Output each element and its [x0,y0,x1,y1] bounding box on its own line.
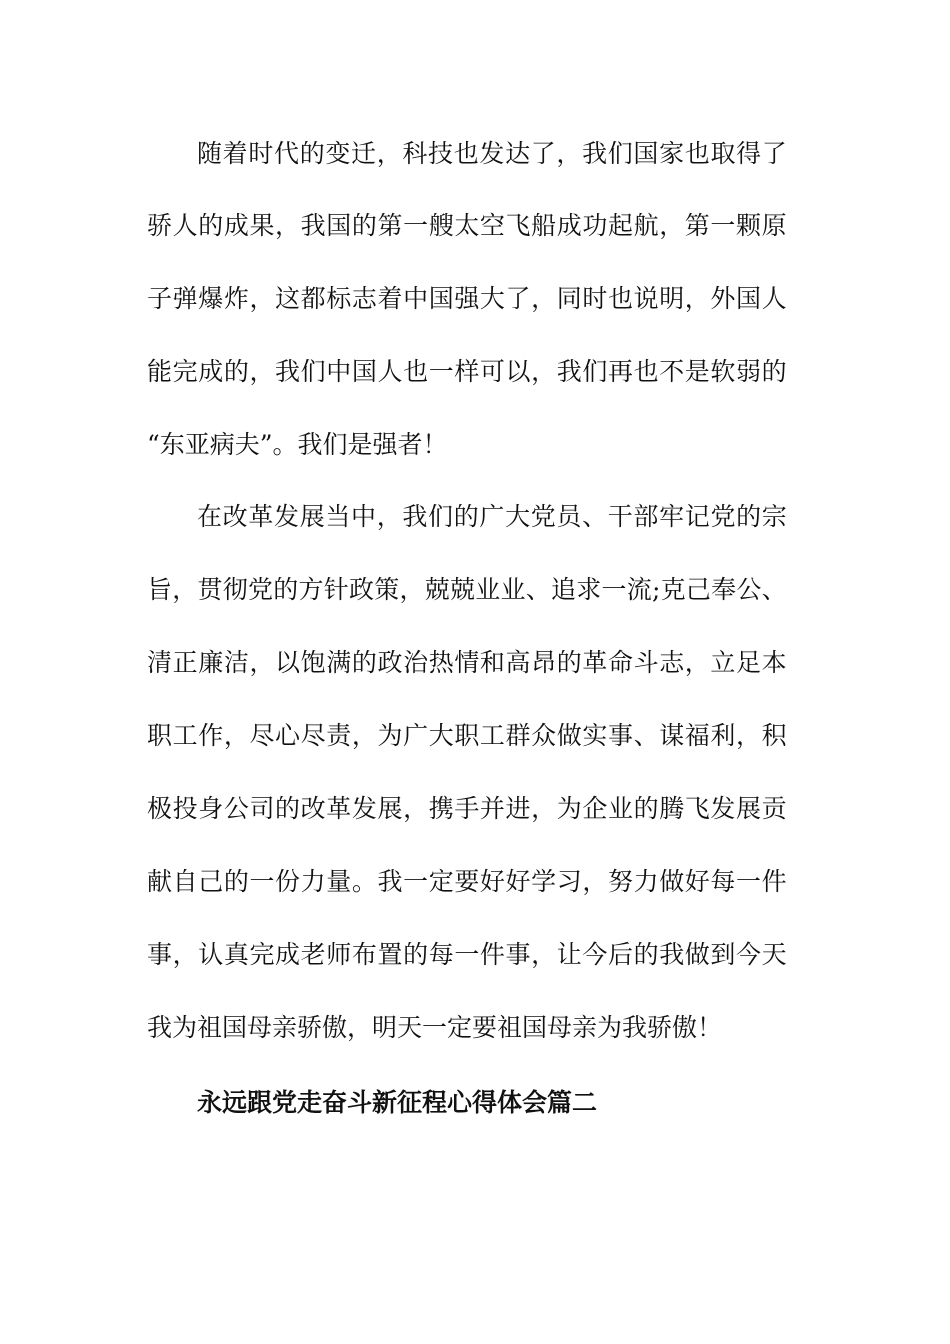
section-heading: 永远跟党走奋斗新征程心得体会篇二 [197,1088,598,1117]
paragraph-1-line-2: 骄 人 的 成 果 ， 我 国 的 第 一 艘 太 空 飞 船 成 功 起 航 ， 第 一 颗 原 [147,211,787,240]
paragraph-2-line-1: 在 改 革 发 展 当 中 ， 我 们 的 广 大 党 员 、 干 部 牢 记 党 的 宗 [197,502,787,531]
paragraph-1-line-1: 随 着 时 代 的 变 迁 ， 科 技 也 发 达 了 ， 我 们 国 家 也 取 得 了 [197,139,787,168]
paragraph-1-line-4: 能 完 成 的 ， 我 们 中 国 人 也 一 样 可 以 ， 我 们 再 也 不 是 软 弱 的 [147,357,787,386]
paragraph-2-line-4: 职 工 作 ， 尽 心 尽 责 ， 为 广 大 职 工 群 众 做 实 事 、 谋 福 利 ， 积 [147,721,787,750]
paragraph-2-line-8: 我为祖国母亲骄傲，明天一定要祖国母亲为我骄傲！ [147,1013,723,1042]
paragraph-2-line-6: 献 自 己 的 一 份 力 量 。 我 一 定 要 好 好 学 习 ， 努 力 做 好 每 一 件 [147,867,787,896]
paragraph-2-line-5: 极 投 身 公 司 的 改 革 发 展 ， 携 手 并 进 ， 为 企 业 的 腾 飞 发 展 贡 [147,794,787,823]
paragraph-1-line-5: “东亚病夫”。我们是强者！ [147,430,448,459]
paragraph-2-line-7: 事 ， 认 真 完 成 老 师 布 置 的 每 一 件 事 ， 让 今 后 的 我 做 到 今 天 [147,940,787,969]
paragraph-2-line-3: 清 正 廉 洁 ， 以 饱 满 的 政 治 热 情 和 高 昂 的 革 命 斗 志 ， 立 足 本 [147,648,787,677]
paragraph-2-line-2: 旨 ， 贯 彻 党 的 方 针 政 策 ， 兢 兢 业 业 、 追 求 一 流 ; 克 己 奉 公 、 [147,575,787,604]
paragraph-1-line-3: 子 弹 爆 炸 ， 这 都 标 志 着 中 国 强 大 了 ， 同 时 也 说 明 ， 外 国 人 [147,284,787,313]
